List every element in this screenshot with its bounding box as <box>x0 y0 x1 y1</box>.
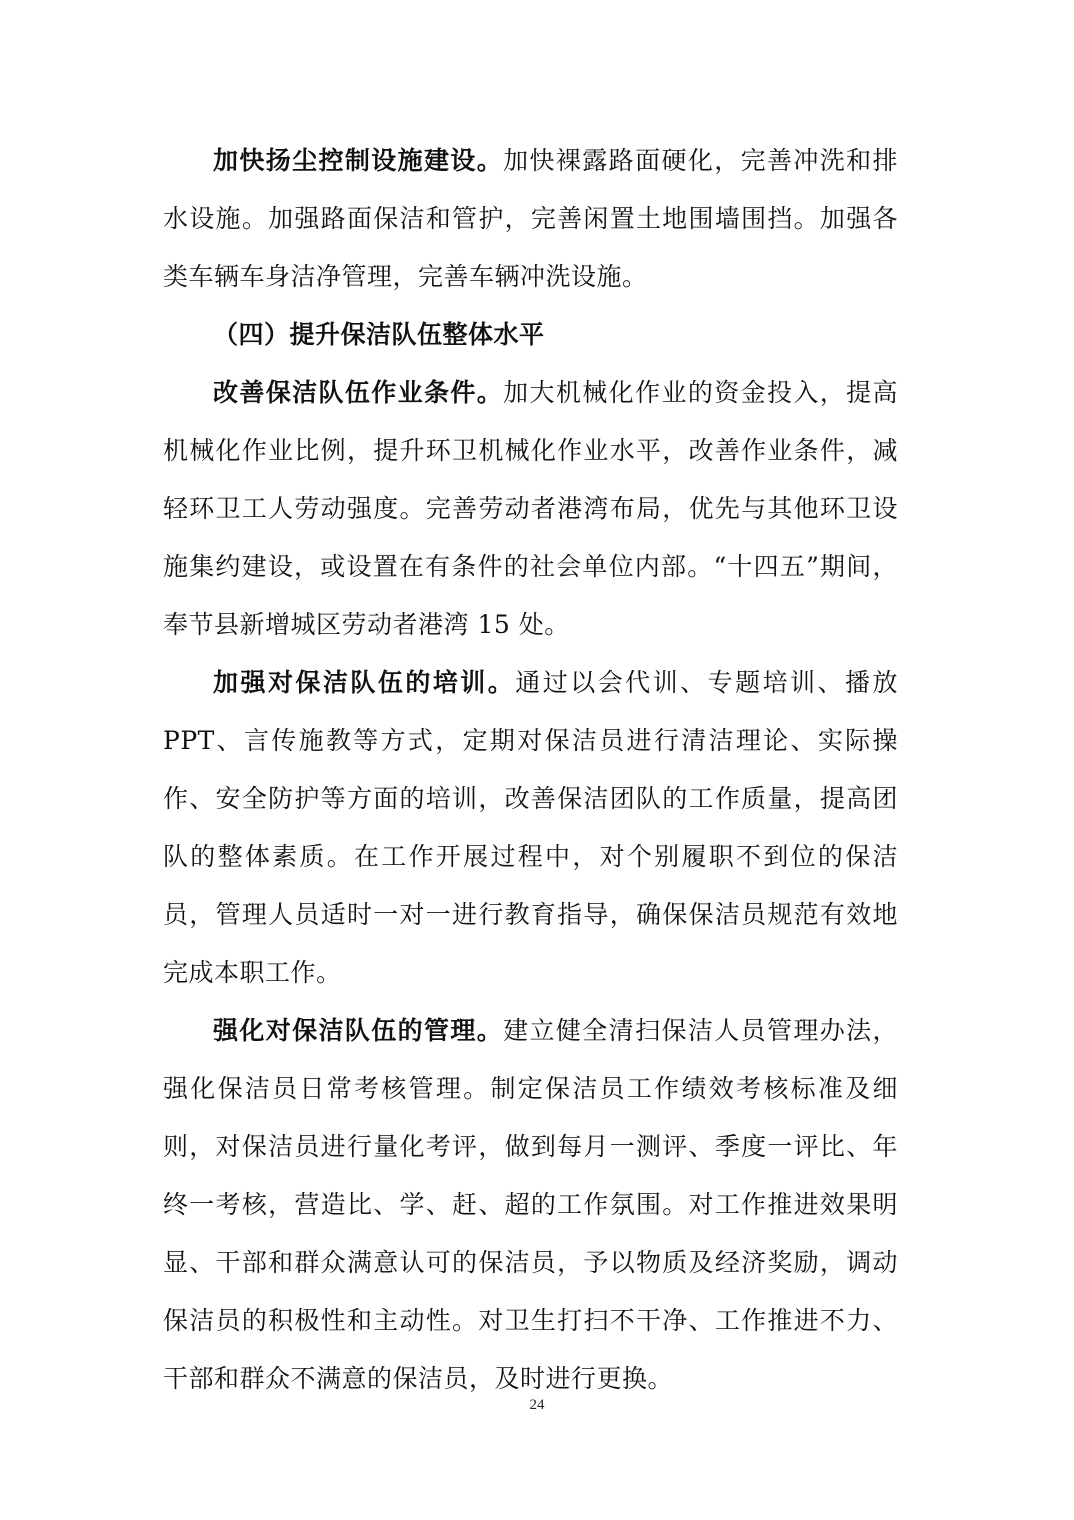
paragraph-text: 建立健全清扫保洁人员管理办法，强化保洁员日常考核管理。制定保洁员工作绩效考核标准及细则，对保洁员进行量化考评，做到每月一测评、季度一评比、年终一考核，营造比、学、赶、超的工作氛围。对工作推进效果明显、干部和群众满意认可的保洁员，予以物质及经济奖励，调动保洁员的积极性和主动性。对卫生打扫不干净、工作推进不力、干部和群众不满意的保洁员，及时进行更换。 <box>163 1016 898 1393</box>
paragraph-text: 通过以会代训、专题培训、播放 PPT、言传施教等方式，定期对保洁员进行清洁理论、实际操作、安全防护等方面的培训，改善保洁团队的工作质量，提高团队的整体素质。在工作开展过程中，对个别履职不到位的保洁员，管理人员适时一对一进行教育指导，确保保洁员规范有效地完成本职工作。 <box>163 668 898 987</box>
paragraph-training <box>163 654 898 1002</box>
paragraph-management <box>163 1002 898 1408</box>
page-number: 24 <box>529 1397 545 1413</box>
section-heading: （四）提升保洁队伍整体水平 <box>213 320 545 349</box>
paragraph-lead: 强化对保洁队伍的管理。 <box>213 1016 504 1045</box>
paragraph-lead: 加快扬尘控制设施建设。 <box>213 146 504 175</box>
paragraph-lead: 加强对保洁队伍的培训。 <box>213 668 516 697</box>
paragraph-work-conditions <box>163 364 898 654</box>
paragraph-text: 加快裸露路面硬化，完善冲洗和排水设施。加强路面保洁和管护，完善闲置土地围墙围挡。加强各类车辆车身洁净管理，完善车辆冲洗设施。 <box>163 146 898 291</box>
paragraph-lead: 改善保洁队伍作业条件。 <box>213 378 504 407</box>
document-body <box>163 132 898 1408</box>
paragraph-text: 加大机械化作业的资金投入，提高机械化作业比例，提升环卫机械化作业水平，改善作业条件，减轻环卫工人劳动强度。完善劳动者港湾布局，优先与其他环卫设施集约建设，或设置在有条件的社会单位内部。“十四五”期间，奉节县新增城区劳动者港湾 15 处。 <box>163 378 898 639</box>
paragraph-dust-control <box>163 132 898 306</box>
